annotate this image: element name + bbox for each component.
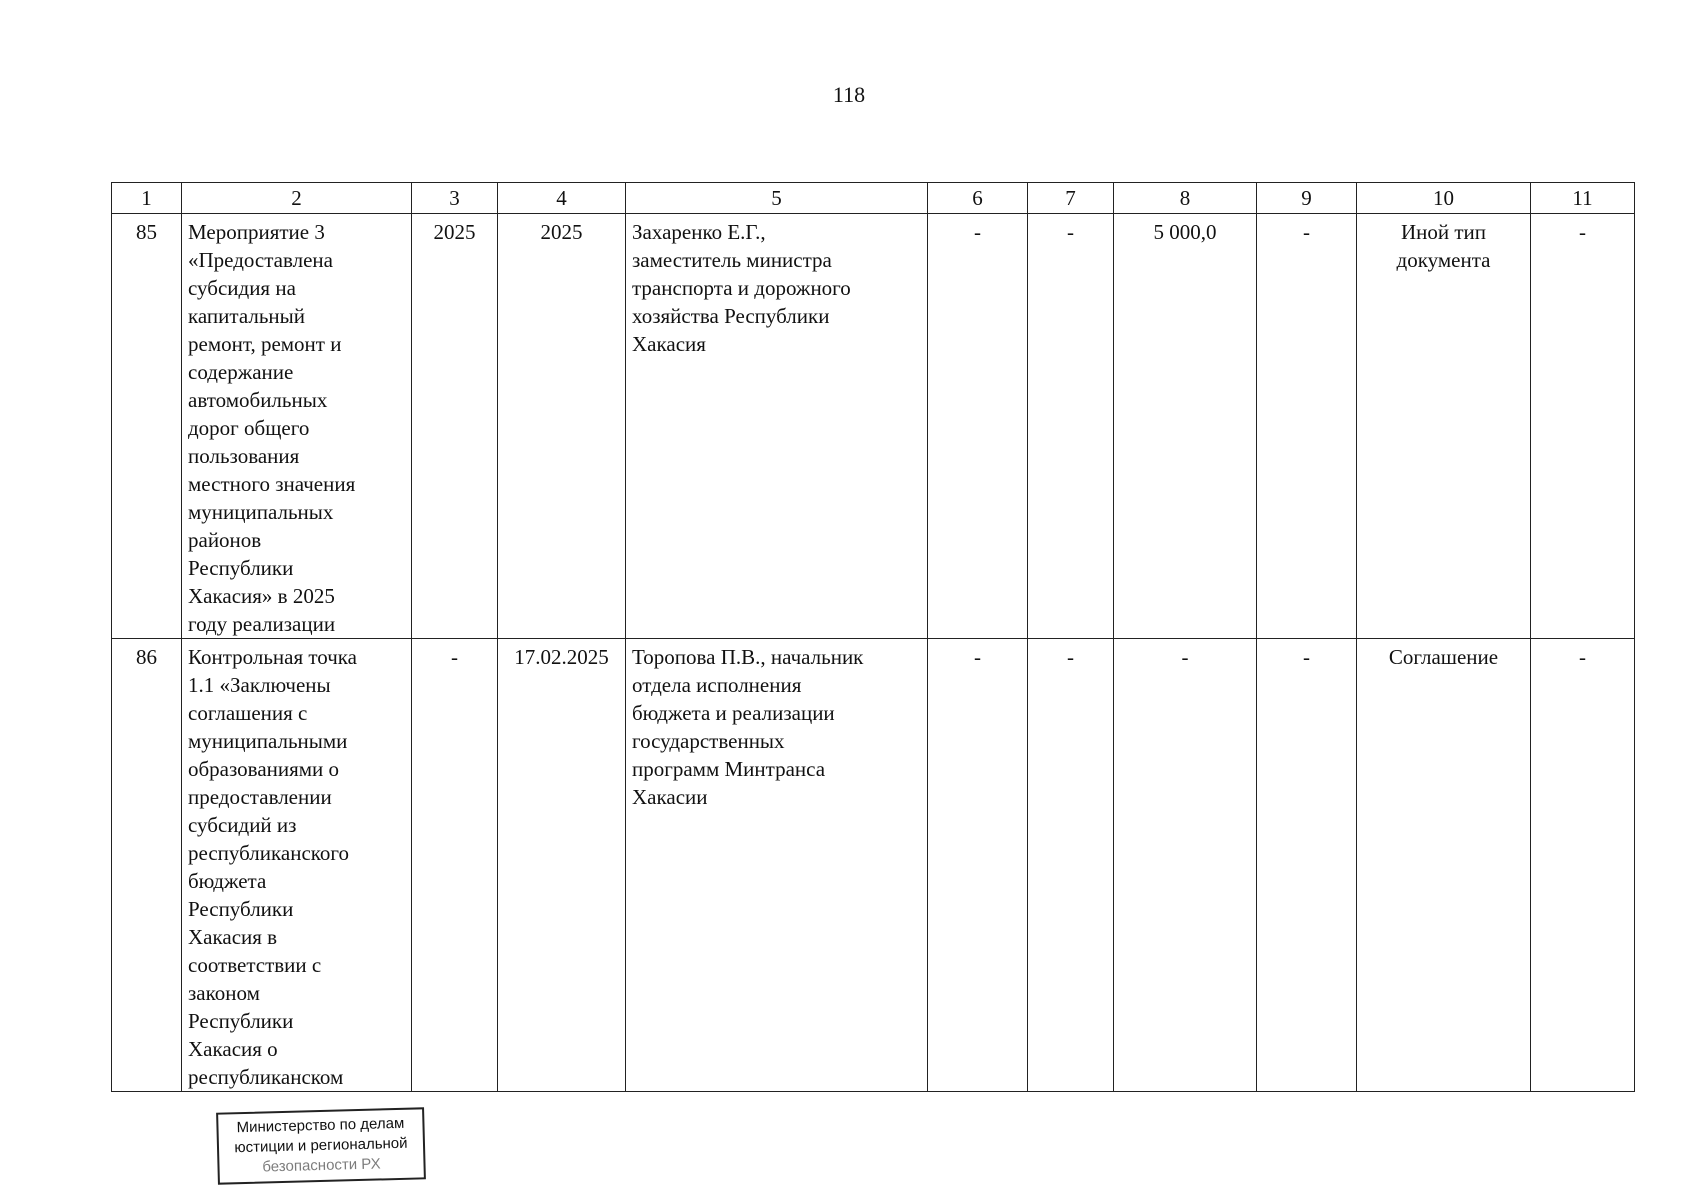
header-cell-6: 6 — [928, 183, 1028, 214]
end-date: 17.02.2025 — [498, 639, 626, 1092]
activity-description: Мероприятие 3 «Предоставлена субсидия на капитальный ремонт, ремонт и содержание автомобильных дорог общего пользования местного значения муниципальных районов Республики Хакасия» в 2025 году реализации — [182, 214, 412, 639]
col-7-value: - — [1028, 639, 1114, 1092]
col-6-value: - — [928, 214, 1028, 639]
start-year: - — [412, 639, 498, 1092]
col-11-value: - — [1531, 214, 1635, 639]
col-7-value: - — [1028, 214, 1114, 639]
header-cell-9: 9 — [1257, 183, 1357, 214]
data-table — [111, 182, 1635, 1092]
table-row — [112, 214, 1635, 639]
header-cell-8: 8 — [1114, 183, 1257, 214]
header-cell-3: 3 — [412, 183, 498, 214]
page-number: 118 — [832, 82, 866, 107]
responsible-person: Торопова П.В., начальник отдела исполнения бюджета и реализации государственных программ Минтранса Хакасии — [626, 639, 928, 1092]
col-9-value: - — [1257, 214, 1357, 639]
header-cell-10: 10 — [1357, 183, 1531, 214]
end-date: 2025 — [498, 214, 626, 639]
responsible-person: Захаренко Е.Г., заместитель министра транспорта и дорожного хозяйства Республики Хакасия — [626, 214, 928, 639]
header-cell-1: 1 — [112, 183, 182, 214]
stamp-line-3: безопасности РХ — [262, 1155, 381, 1176]
ministry-stamp — [216, 1107, 426, 1184]
table-header-row — [112, 183, 1635, 214]
header-cell-4: 4 — [498, 183, 626, 214]
col-11-value: - — [1531, 639, 1635, 1092]
header-cell-11: 11 — [1531, 183, 1635, 214]
stamp-line-2: юстиции и региональной — [234, 1134, 408, 1157]
amount-value: 5 000,0 — [1114, 214, 1257, 639]
col-9-value: - — [1257, 639, 1357, 1092]
header-cell-5: 5 — [626, 183, 928, 214]
document-type: Иной тип документа — [1357, 214, 1531, 639]
table-row — [112, 639, 1635, 1092]
stamp-line-1: Министерство по делам — [236, 1114, 405, 1137]
document-type: Соглашение — [1357, 639, 1531, 1092]
amount-value: - — [1114, 639, 1257, 1092]
header-cell-7: 7 — [1028, 183, 1114, 214]
header-cell-2: 2 — [182, 183, 412, 214]
col-6-value: - — [928, 639, 1028, 1092]
start-year: 2025 — [412, 214, 498, 639]
row-number: 85 — [112, 214, 182, 639]
row-number: 86 — [112, 639, 182, 1092]
activity-description: Контрольная точка 1.1 «Заключены соглашения с муниципальными образованиями о предоставлении субсидий из республиканского бюджета Республики Хакасия в соответствии с законом Республики Хакасия о республиканском — [182, 639, 412, 1092]
